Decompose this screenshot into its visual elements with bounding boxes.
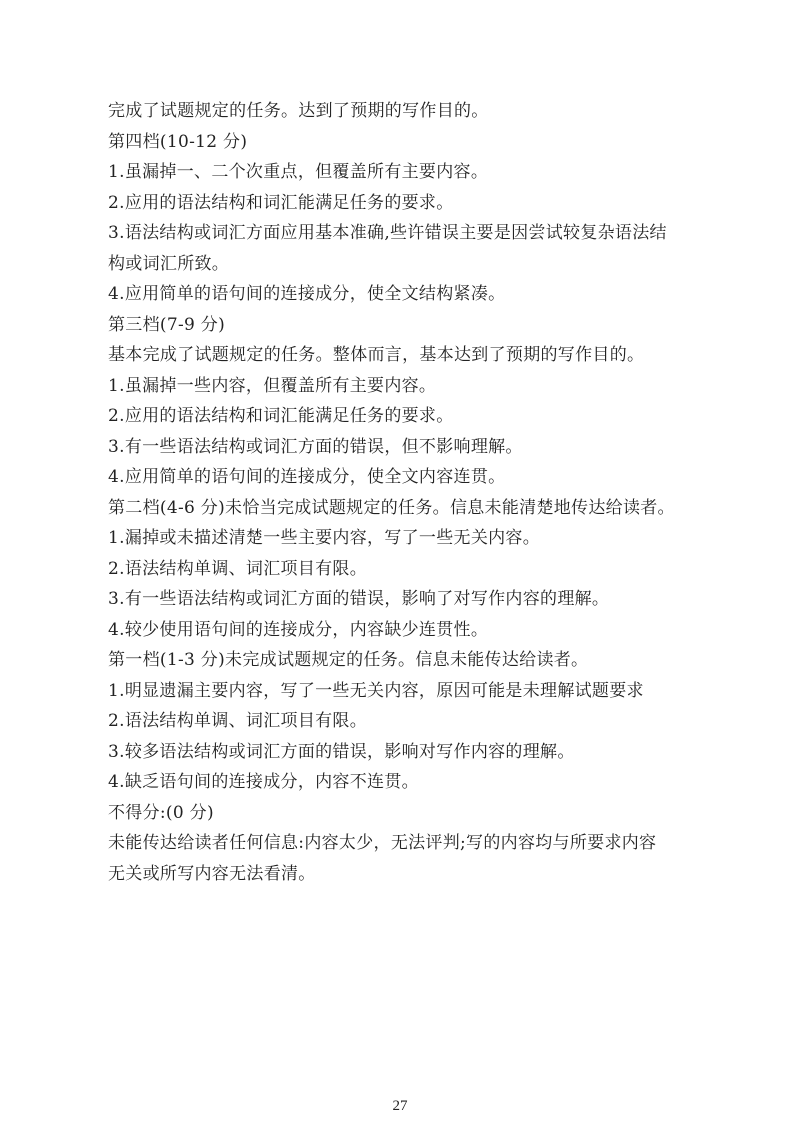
text-line: 3.有一些语法结构或词汇方面的错误，但不影响理解。 [108,436,523,457]
text-line: 1.虽漏掉一些内容，但覆盖所有主要内容。 [108,375,437,396]
text-line: 2.应用的语法结构和词汇能满足任务的要求。 [108,406,454,426]
text-line: 2.应用的语法结构和词汇能满足任务的要求。 [108,192,454,213]
text-line: 4.较少使用语句间的连接成分，内容缺少连贯性。 [108,619,489,640]
text-line: 基本完成了试题规定的任务。整体而言，基本达到了预期的写作目的。 [108,345,645,365]
text-line: 2.语法结构单调、词汇项目有限。 [108,558,368,579]
text-line: 构或词汇所致。 [108,253,230,274]
text-line: 1.虽漏掉一、二个次重点，但覆盖所有主要内容。 [108,162,489,182]
text-line: 未能传达给读者任何信息:内容太少，无法评判;写的内容均与所要求内容 [108,833,657,853]
text-line: 无关或所写内容无法看清。 [108,863,316,884]
text-line: 4.应用简单的语句间的连接成分，使全文内容连贯。 [108,467,506,487]
text-line: 4.应用简单的语句间的连接成分，使全文结构紧凑。 [108,284,506,304]
grade-heading-0: 不得分:(0 分) [108,802,214,823]
page-number: 27 [392,1098,408,1114]
grade-heading-4: 第四档(10-12 分) [108,131,248,152]
scoring-criteria-text [108,96,708,889]
text-line: 3.语法结构或词汇方面应用基本准确,些许错误主要是因尝试较复杂语法结 [108,223,667,243]
text-line: 1.漏掉或未描述清楚一些主要内容，写了一些无关内容。 [108,528,541,548]
text-line: 1.明显遗漏主要内容，写了一些无关内容，原因可能是未理解试题要求 [108,680,644,701]
grade-heading-1: 第一档(1-3 分)未完成试题规定的任务。信息未能传达给读者。 [108,650,589,670]
text-line: 3.有一些语法结构或词汇方面的错误，影响了对写作内容的理解。 [108,589,610,609]
text-line: 完成了试题规定的任务。达到了预期的写作目的。 [108,101,489,121]
text-line: 3.较多语法结构或词汇方面的错误，影响对写作内容的理解。 [108,741,575,762]
text-line: 4.缺乏语句间的连接成分，内容不连贯。 [108,772,419,792]
text-line: 2.语法结构单调、词汇项目有限。 [108,711,368,731]
grade-heading-2: 第二档(4-6 分)未恰当完成试题规定的任务。信息未能清楚地传达给读者。 [108,497,675,518]
grade-heading-3: 第三档(7-9 分) [108,314,226,335]
